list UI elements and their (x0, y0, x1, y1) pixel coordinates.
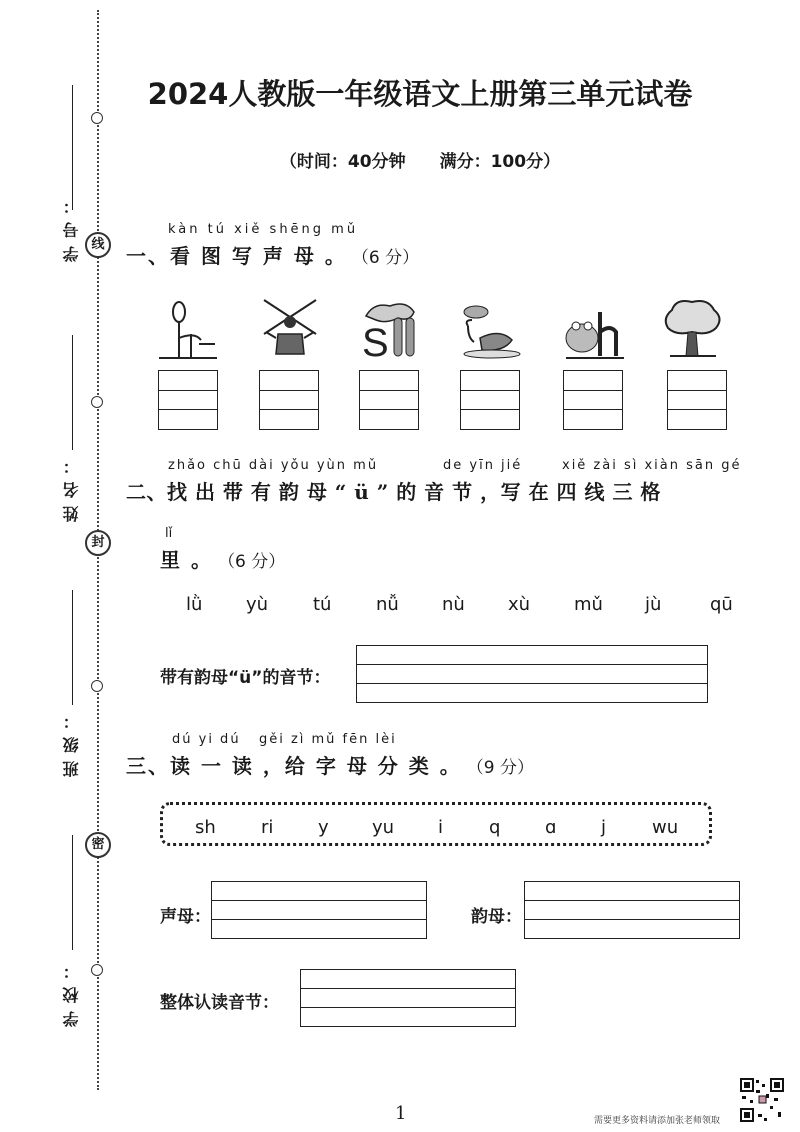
letter-item: j (601, 817, 607, 838)
syllable: nǚ (376, 594, 399, 615)
section2-pinyin-b: de yīn jié (443, 458, 523, 473)
svg-text:S: S (362, 321, 389, 358)
umlaut-answer-label: 带有韵母“ü”的音节： (160, 668, 331, 688)
letter-item: wu (652, 817, 679, 838)
class-label: 班级： (62, 705, 81, 777)
section2-pinyin-c: xiě zài sì xiàn sān gé (562, 458, 742, 473)
seal-line-mark: 线 (85, 232, 111, 258)
section3-heading-text: 三、读 一 读 ，给 字 母 分 类 。 (126, 754, 462, 778)
letter-item: ɑ (545, 817, 557, 838)
frog-icon (562, 298, 626, 362)
school-label: 学校： (62, 955, 81, 1027)
whole-syllable-answer-grid[interactable] (300, 969, 516, 1027)
binding-hole (91, 680, 103, 692)
school-rule (72, 835, 73, 950)
section2-heading-cont (160, 544, 285, 573)
answer-grid-1[interactable] (158, 370, 218, 430)
name-label: 姓名： (62, 450, 81, 522)
whole-syllable-label: 整体认读音节： (160, 993, 279, 1013)
eggplant-icon (460, 298, 524, 362)
swordsman-icon (258, 294, 322, 358)
initials-answer-grid[interactable] (211, 881, 427, 939)
letter-item: y (318, 817, 329, 838)
tree-icon (660, 296, 724, 360)
section1-pinyin: kàn tú xiě shēng mǔ (168, 222, 359, 237)
syllable: xù (508, 594, 531, 615)
syllable: yù (246, 594, 269, 615)
syllable: mǔ (574, 594, 603, 615)
binding-hole (91, 964, 103, 976)
syllable: lǜ (186, 594, 203, 615)
letter-item: q (489, 817, 501, 838)
syllable: nù (442, 594, 465, 615)
syllable: jù (645, 594, 662, 615)
name-rule (72, 335, 73, 450)
section2-heading-cont-text: 里 。 (160, 548, 213, 572)
section3-heading (126, 750, 534, 779)
binding-hole (91, 112, 103, 124)
initials-label: 声母： (160, 907, 211, 927)
seal-dense-mark: 密 (85, 832, 111, 858)
loofah-icon (360, 294, 424, 358)
finals-label: 韵母： (471, 907, 522, 927)
answer-grid-3[interactable] (359, 370, 419, 430)
answer-grid-5[interactable] (563, 370, 623, 430)
page-number: 1 (395, 1103, 407, 1124)
section2-heading: 二、找 出 带 有 韵 母 “ ü ” 的 音 节 ，写 在 四 线 三 格 (126, 480, 661, 504)
section3-pinyin: dú yi dú gěi zì mǔ fēn lèi (172, 732, 397, 747)
letter-item: yu (372, 817, 395, 838)
page-title: 2024人教版一年级语文上册第三单元试卷 (147, 77, 693, 111)
section2-score: （6 分） (218, 552, 286, 572)
time-score-info: （时间：40分钟 满分：100分） (279, 152, 561, 172)
answer-grid-4[interactable] (460, 370, 520, 430)
footer-note: 需要更多资料请添加张老师领取 (594, 1116, 721, 1126)
section1-heading (126, 240, 419, 269)
student-id-label: 学号： (62, 190, 81, 262)
section2-pinyin-li: lǐ (165, 526, 173, 541)
section2-pinyin-a: zhǎo chū dài yǒu yùn mǔ (168, 458, 379, 473)
class-rule (72, 590, 73, 705)
letters-dotted-frame (160, 802, 712, 846)
answer-grid-2[interactable] (259, 370, 319, 430)
finals-answer-grid[interactable] (524, 881, 740, 939)
binding-hole (91, 396, 103, 408)
section1-score: （6 分） (351, 248, 420, 268)
section3-score: （9 分） (466, 758, 535, 778)
ear-of-grain-icon (155, 298, 219, 362)
umlaut-answer-grid[interactable] (356, 645, 708, 703)
letter-item: i (438, 817, 444, 838)
syllable: qū (710, 594, 733, 615)
qr-code-icon (740, 1078, 784, 1122)
section1-heading-text: 一、看 图 写 声 母 。 (126, 244, 347, 268)
syllable: tú (313, 594, 332, 615)
letter-item: sh (195, 817, 216, 838)
seal-seal-mark: 封 (85, 530, 111, 556)
letter-item: ri (261, 817, 274, 838)
answer-grid-6[interactable] (667, 370, 727, 430)
